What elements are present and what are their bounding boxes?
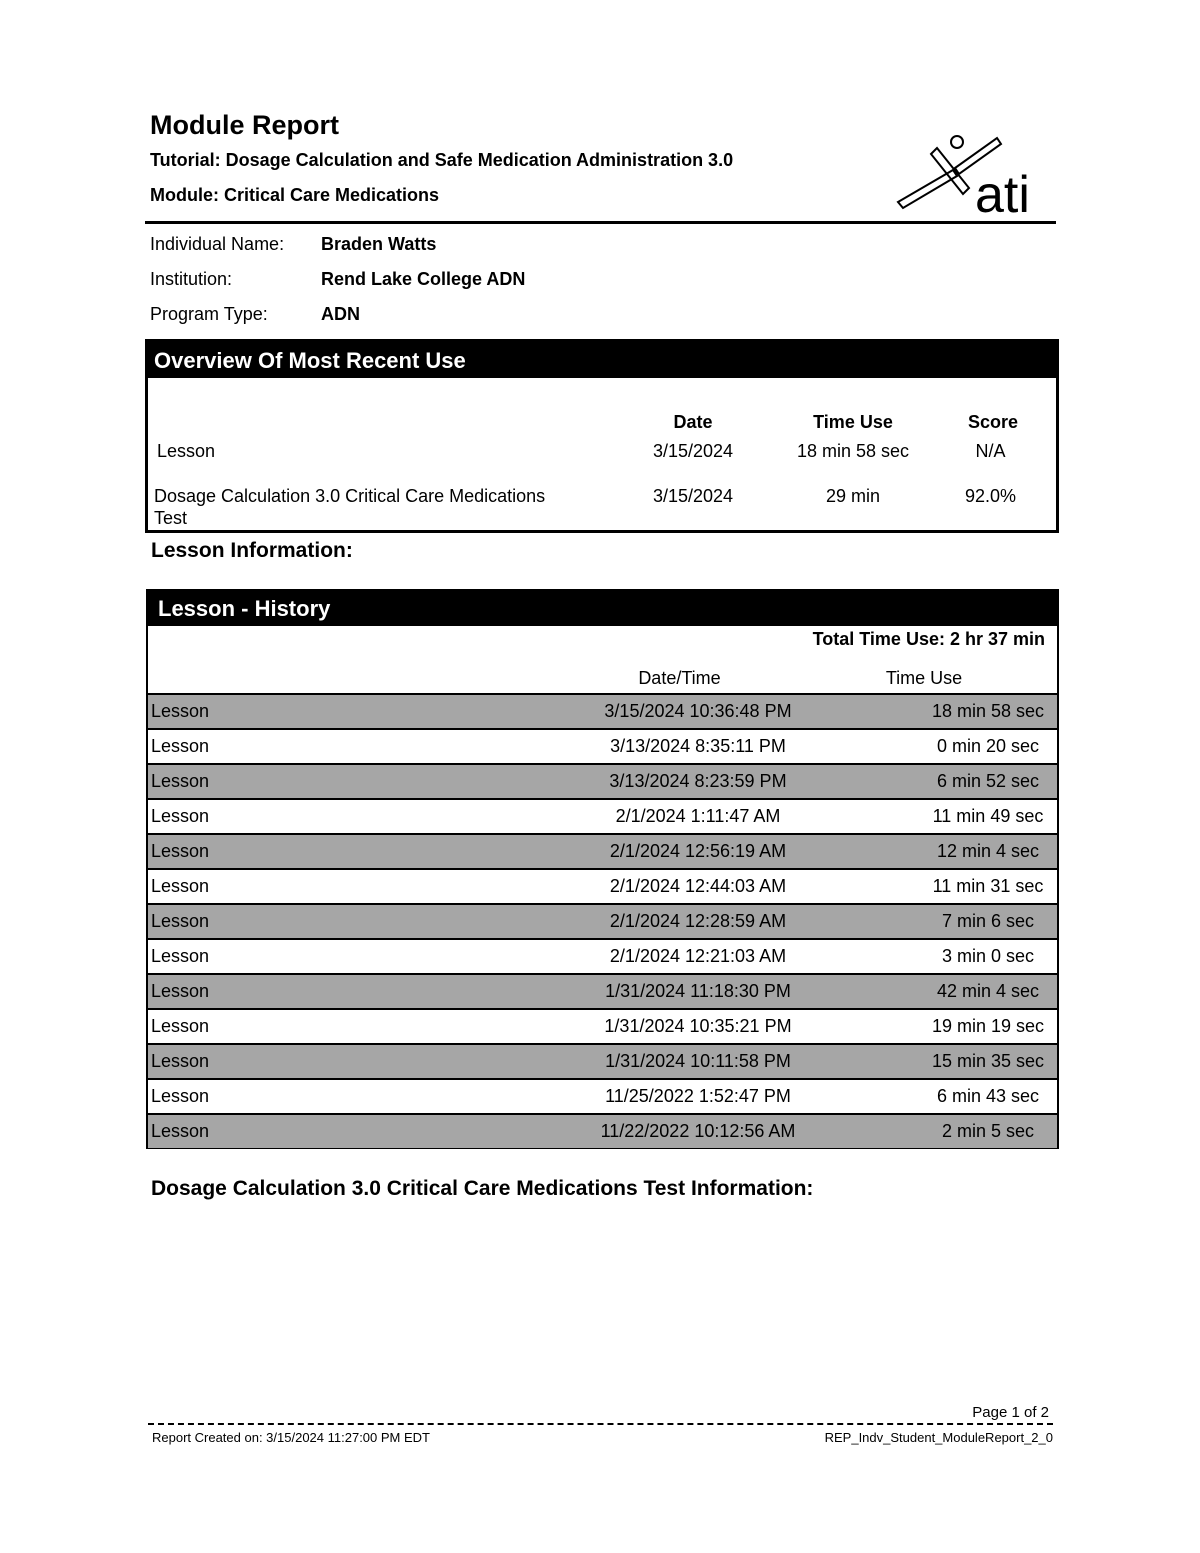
row-time-use: 12 min 4 sec [936, 841, 1040, 861]
table-row [148, 1043, 1057, 1078]
row-name: Lesson [151, 911, 210, 931]
row-datetime: 3/13/2024 8:23:59 PM [609, 771, 787, 791]
row-time-use: 15 min 35 sec [931, 1051, 1045, 1071]
overview-title: Overview Of Most Recent Use [148, 342, 1056, 378]
row-name: Lesson [151, 1121, 210, 1141]
table-row [148, 1078, 1057, 1113]
table-row [148, 938, 1057, 973]
overview-row-time-use: 29 min [825, 486, 881, 506]
row-datetime: 11/22/2022 10:12:56 AM [600, 1121, 796, 1141]
ati-logo [895, 132, 1045, 217]
info-label: Program Type: [150, 304, 268, 324]
table-row [148, 973, 1057, 1008]
table-row [148, 763, 1057, 798]
logo-text: ati [975, 166, 1030, 217]
report-created: Report Created on: 3/15/2024 11:27:00 PM EDT [152, 1430, 430, 1445]
overview-header-time-use: Time Use [813, 412, 893, 432]
row-datetime: 1/31/2024 10:35:21 PM [604, 1016, 792, 1036]
table-row [148, 1008, 1057, 1043]
row-name: Lesson [151, 701, 210, 721]
table-row [148, 833, 1057, 868]
tutorial-name: Tutorial: Dosage Calculation and Safe Medication Administration 3.0 [150, 150, 734, 170]
test-info-title: Dosage Calculation 3.0 Critical Care Medications Test Information: [151, 1177, 814, 1200]
overview-header-score: Score [967, 412, 1019, 432]
row-time-use: 6 min 52 sec [936, 771, 1040, 791]
module-name: Module: Critical Care Medications [150, 185, 440, 205]
row-datetime: 2/1/2024 12:28:59 AM [609, 911, 787, 931]
footer-divider [148, 1423, 1053, 1425]
row-name: Lesson [151, 981, 210, 1001]
info-label: Institution: [150, 269, 233, 289]
overview-header-date: Date [673, 412, 713, 432]
row-datetime: 2/1/2024 1:11:47 AM [615, 806, 781, 826]
row-time-use: 7 min 6 sec [941, 911, 1035, 931]
page-number: Page 1 of 2 [972, 1404, 1049, 1421]
overview-row-date: 3/15/2024 [652, 441, 734, 461]
row-datetime: 1/31/2024 10:11:58 PM [605, 1051, 791, 1071]
page-title: Module Report [150, 110, 339, 140]
info-value: ADN [321, 304, 360, 324]
overview-panel [145, 339, 1059, 533]
row-datetime: 3/15/2024 10:36:48 PM [604, 701, 792, 721]
row-time-use: 19 min 19 sec [931, 1016, 1045, 1036]
info-value: Rend Lake College ADN [321, 269, 526, 289]
lesson-history-panel [146, 589, 1059, 1149]
table-row [148, 1113, 1057, 1148]
row-name: Lesson [151, 1016, 210, 1036]
row-time-use: 6 min 43 sec [936, 1086, 1040, 1106]
row-datetime: 2/1/2024 12:56:19 AM [609, 841, 787, 861]
info-value: Braden Watts [321, 234, 437, 254]
row-time-use: 18 min 58 sec [931, 701, 1045, 721]
row-time-use: 2 min 5 sec [941, 1121, 1035, 1141]
info-label: Individual Name: [150, 234, 285, 254]
table-row [148, 693, 1057, 728]
report-id: REP_Indv_Student_ModuleReport_2_0 [824, 1430, 1053, 1445]
row-name: Lesson [151, 876, 210, 896]
history-header-datetime: Date/Time [638, 668, 721, 688]
history-title: Lesson - History [148, 591, 1057, 626]
history-header-time-use: Time Use [885, 668, 963, 688]
row-datetime: 2/1/2024 12:44:03 AM [609, 876, 787, 896]
table-row [148, 903, 1057, 938]
row-time-use: 42 min 4 sec [936, 981, 1040, 1001]
overview-row-score: 92.0% [964, 486, 1017, 506]
row-name: Lesson [151, 806, 210, 826]
row-datetime: 11/25/2022 1:52:47 PM [605, 1086, 791, 1106]
total-time-use: Total Time Use: 2 hr 37 min [812, 629, 1045, 649]
header-rule [145, 221, 1056, 224]
row-name: Lesson [151, 736, 210, 756]
table-row [148, 728, 1057, 763]
overview-row-time-use: 18 min 58 sec [796, 441, 910, 461]
row-time-use: 11 min 49 sec [932, 806, 1044, 826]
history-rows [148, 693, 1057, 1148]
row-datetime: 3/13/2024 8:35:11 PM [610, 736, 786, 756]
row-time-use: 11 min 31 sec [932, 876, 1044, 896]
overview-row-name: Dosage Calculation 3.0 Critical Care Medications [154, 486, 546, 506]
row-name: Lesson [151, 841, 210, 861]
overview-row-name: Lesson [157, 441, 216, 461]
row-time-use: 3 min 0 sec [941, 946, 1035, 966]
overview-row-date: 3/15/2024 [652, 486, 734, 506]
row-name: Lesson [151, 1086, 210, 1106]
lesson-info-title: Lesson Information: [151, 539, 353, 562]
table-row [148, 798, 1057, 833]
row-datetime: 2/1/2024 12:21:03 AM [609, 946, 787, 966]
row-name: Lesson [151, 946, 210, 966]
overview-row-score: N/A [975, 441, 1006, 461]
overview-row-name-cont: Test [154, 508, 188, 528]
row-name: Lesson [151, 1051, 210, 1071]
row-time-use: 0 min 20 sec [936, 736, 1040, 756]
table-row [148, 868, 1057, 903]
row-datetime: 1/31/2024 11:18:30 PM [605, 981, 791, 1001]
row-name: Lesson [151, 771, 210, 791]
